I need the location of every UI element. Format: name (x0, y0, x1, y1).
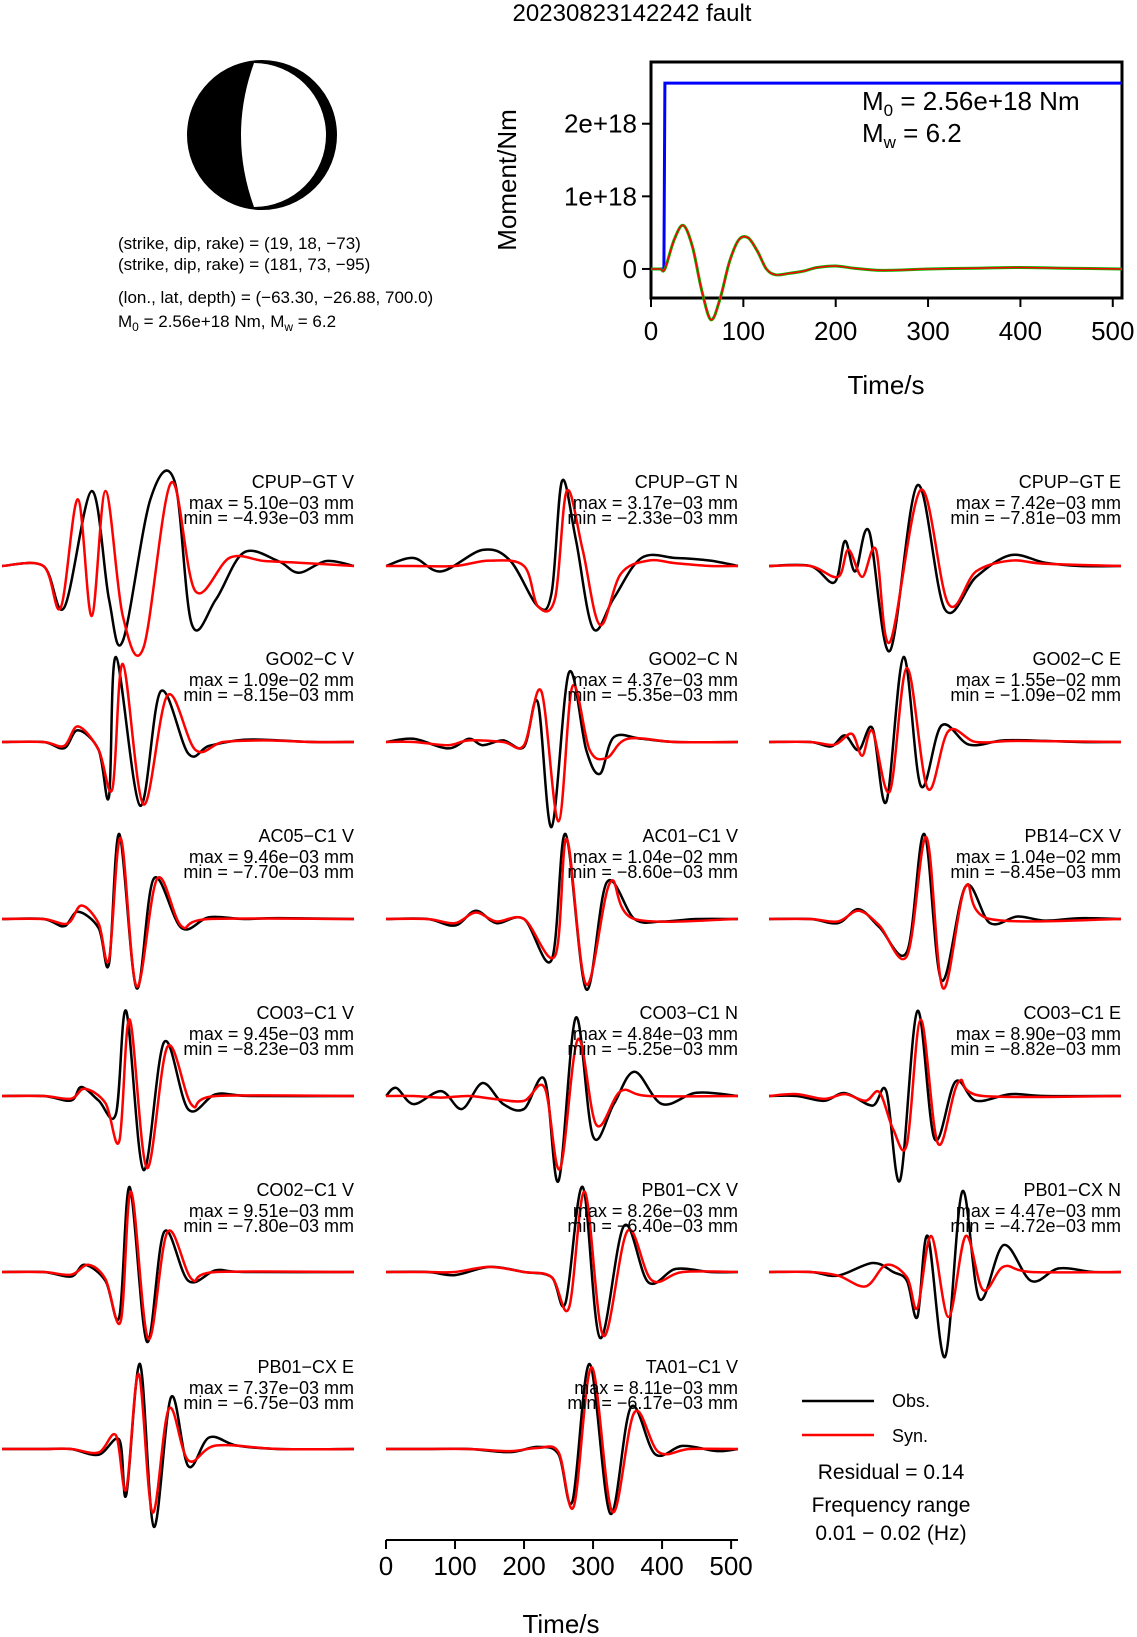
moment-rate-green-line (651, 225, 1122, 320)
waveform-panel (2, 1180, 354, 1342)
moment-rate-red-line (651, 225, 1122, 320)
min-amplitude-label: min = −4.72e−03 mm (950, 1216, 1121, 1236)
beachball-icon (188, 61, 336, 209)
frequency-range-label: Frequency range (811, 1494, 971, 1517)
waveform-panel (2, 471, 354, 656)
max-amplitude-label: max = 9.46e−03 mm (188, 847, 354, 867)
hypocenter-text: (lon., lat, depth) = (−63.30, −26.88, 700.0) (118, 288, 434, 307)
moment-function-chart (492, 62, 1134, 400)
fault-plane-2-text: (strike, dip, rake) = (181, 73, −95) (118, 255, 371, 274)
station-label: GO02−C E (1032, 649, 1121, 669)
waveform-panel (386, 1357, 738, 1514)
min-amplitude-label: min = −1.09e−02 mm (950, 685, 1121, 705)
waveform-panel (769, 826, 1121, 989)
station-label: GO02−C N (648, 649, 738, 669)
min-amplitude-label: min = −7.70e−03 mm (183, 862, 354, 882)
max-amplitude-label: max = 7.42e−03 mm (955, 493, 1121, 513)
max-amplitude-label: max = 7.37e−03 mm (188, 1378, 354, 1398)
moment-mw-label (862, 118, 962, 152)
residual-text: Residual = 0.14 (817, 1461, 965, 1484)
max-amplitude-label: max = 3.17e−03 mm (572, 493, 738, 513)
min-amplitude-label: min = −5.25e−03 mm (567, 1039, 738, 1059)
moment-y-tick-label: 1e+18 (563, 181, 637, 212)
moment-x-axis-label: Time/s (847, 370, 925, 400)
m0-letter: M (862, 86, 884, 116)
max-amplitude-label: max = 9.45e−03 mm (188, 1024, 354, 1044)
moment-mid: = 2.56e+18 Nm, M (138, 312, 285, 331)
station-label: CO03−C1 E (1023, 1003, 1121, 1023)
waveform-x-tick-label: 400 (640, 1551, 684, 1581)
min-amplitude-label: min = −6.40e−03 mm (567, 1216, 738, 1236)
fault-plane-1-text: (strike, dip, rake) = (19, 18, −73) (118, 234, 361, 253)
min-amplitude-label: min = −6.17e−03 mm (567, 1393, 738, 1413)
waveform-panel (769, 649, 1121, 803)
station-label: GO02−C V (265, 649, 354, 669)
max-amplitude-label: max = 1.04e−02 mm (572, 847, 738, 867)
station-label: PB01−CX N (1023, 1180, 1121, 1200)
m0-value: = 2.56e+18 Nm (893, 86, 1080, 116)
station-label: TA01−C1 V (645, 1357, 738, 1377)
moment-x-tick-label: 200 (814, 316, 858, 346)
waveform-panel (386, 826, 738, 990)
waveform-panel (2, 1357, 354, 1527)
moment-x-tick-label: 300 (906, 316, 950, 346)
min-amplitude-label: min = −8.23e−03 mm (183, 1039, 354, 1059)
min-amplitude-label: min = −6.75e−03 mm (183, 1393, 354, 1413)
legend (802, 1391, 970, 1545)
station-label: CO03−C1 V (256, 1003, 354, 1023)
station-label: PB14−CX V (1024, 826, 1121, 846)
waveform-panel (2, 1003, 354, 1170)
station-label: CPUP−GT V (251, 472, 354, 492)
waveform-x-tick-label: 300 (571, 1551, 615, 1581)
m0-subscript: 0 (883, 101, 894, 120)
max-amplitude-label: max = 1.09e−02 mm (188, 670, 354, 690)
moment-y-tick-label: 2e+18 (563, 108, 637, 139)
min-amplitude-label: min = −2.33e−03 mm (567, 508, 738, 528)
station-label: PB01−CX V (641, 1180, 738, 1200)
waveform-panel (386, 1003, 738, 1182)
figure-title: 20230823142242 fault (512, 0, 752, 27)
min-amplitude-label: min = −5.35e−03 mm (567, 685, 738, 705)
moment-prefix: M (118, 312, 133, 331)
station-label: CO02−C1 V (256, 1180, 354, 1200)
max-amplitude-label: max = 4.84e−03 mm (572, 1024, 738, 1044)
moment-x-tick-label: 0 (643, 316, 659, 346)
max-amplitude-label: max = 4.47e−03 mm (955, 1201, 1121, 1221)
moment-suffix: = 6.2 (293, 312, 337, 331)
min-amplitude-label: min = −7.80e−03 mm (183, 1216, 354, 1236)
magnitude-sub: w (284, 320, 294, 334)
min-amplitude-label: min = −8.15e−03 mm (183, 685, 354, 705)
moment-y-axis-label: Moment/Nm (492, 109, 522, 251)
waveform-panel (386, 649, 738, 827)
station-label: CO03−C1 N (639, 1003, 738, 1023)
min-amplitude-label: min = −8.82e−03 mm (950, 1039, 1121, 1059)
legend-syn-label: Syn. (892, 1426, 929, 1446)
waveform-x-tick-label: 200 (502, 1551, 546, 1581)
max-amplitude-label: max = 8.26e−03 mm (572, 1201, 738, 1221)
moment-sub: 0 (132, 320, 139, 334)
waveform-panel (2, 826, 354, 989)
moment-x-tick-label: 500 (1091, 316, 1135, 346)
waveform-panel (2, 649, 354, 806)
max-amplitude-label: max = 1.55e−02 mm (955, 670, 1121, 690)
max-amplitude-label: max = 5.10e−03 mm (188, 493, 354, 513)
mw-subscript: w (883, 133, 896, 152)
waveform-panel (386, 1180, 738, 1338)
station-label: CPUP−GT E (1018, 472, 1121, 492)
waveform-panel (386, 472, 738, 631)
synthetic-waveform (386, 685, 738, 821)
synthetic-waveform (769, 1236, 1121, 1317)
min-amplitude-label: min = −7.81e−03 mm (950, 508, 1121, 528)
waveform-panel (769, 1180, 1121, 1357)
station-label: AC01−C1 V (642, 826, 738, 846)
legend-obs-label: Obs. (892, 1391, 931, 1411)
waveform-x-tick-label: 500 (709, 1551, 753, 1581)
moment-x-tick-label: 400 (998, 316, 1043, 346)
moment-magnitude-text (118, 312, 336, 334)
max-amplitude-label: max = 4.37e−03 mm (572, 670, 738, 690)
station-label: AC05−C1 V (258, 826, 354, 846)
waveform-panel (769, 472, 1121, 651)
waveform-x-tick-label: 0 (378, 1551, 394, 1581)
waveform-panels (2, 471, 1121, 1527)
max-amplitude-label: max = 1.04e−02 mm (955, 847, 1121, 867)
moment-x-tick-label: 100 (721, 316, 766, 346)
moment-m0-label (862, 86, 1080, 120)
mw-value: = 6.2 (895, 118, 962, 148)
waveform-x-axis-label: Time/s (522, 1609, 600, 1637)
waveform-x-tick-label: 100 (433, 1551, 477, 1581)
waveform-time-axis (379, 1540, 753, 1581)
min-amplitude-label: min = −4.93e−03 mm (183, 508, 354, 528)
min-amplitude-label: min = −8.60e−03 mm (567, 862, 738, 882)
min-amplitude-label: min = −8.45e−03 mm (950, 862, 1121, 882)
mw-letter: M (862, 118, 884, 148)
moment-y-tick-label: 0 (622, 253, 637, 284)
frequency-range-value: 0.01 − 0.02 (Hz) (815, 1522, 967, 1545)
max-amplitude-label: max = 8.11e−03 mm (574, 1378, 738, 1398)
max-amplitude-label: max = 8.90e−03 mm (955, 1024, 1121, 1044)
station-label: PB01−CX E (257, 1357, 354, 1377)
waveform-panel (769, 1003, 1121, 1182)
station-label: CPUP−GT N (634, 472, 738, 492)
max-amplitude-label: max = 9.51e−03 mm (188, 1201, 354, 1221)
